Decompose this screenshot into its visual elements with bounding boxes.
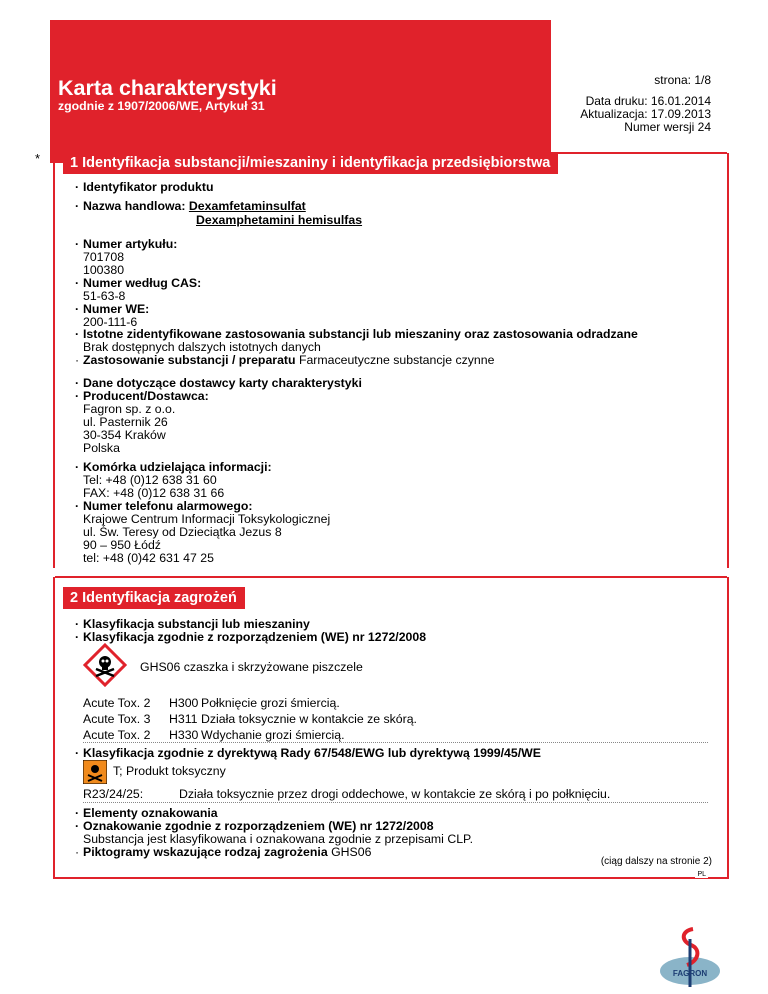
page-number: strona: 1/8 (654, 73, 711, 87)
language-code: PL (697, 871, 706, 878)
hazard-row: Acute Tox. 2 H330 Wdychanie grozi śmiercią. (83, 728, 345, 742)
continued-note: (ciąg dalszy na stronie 2) (600, 856, 712, 867)
toxic-label: T; Produkt toksyczny (113, 764, 226, 778)
cas-value: 51-63-8 (83, 289, 126, 303)
we-value: 200-111-6 (83, 315, 138, 329)
emergency-line-4: tel: +48 (0)42 631 47 25 (83, 551, 214, 565)
elements-label: · Elementy oznakowania (75, 806, 218, 820)
pictograms-row: · Piktogramy wskazujące rodzaj zagrożenia GHS06 (75, 845, 372, 859)
article-2: 100380 (83, 263, 125, 277)
clp-classification-label: · Klasyfikacja zgodnie z rozporządzeniem (WE) nr 1272/2008 (75, 630, 427, 644)
directive-label: · Klasyfikacja zgodnie z dyrektywą Rady 67/548/EWG lub dyrektywą 1999/45/WE (75, 746, 541, 760)
change-mark: * (35, 151, 41, 166)
section-2-heading: 2 Identyfikacja zagrożeń (63, 587, 245, 609)
info-label: · Komórka udzielająca informacji: (75, 460, 272, 474)
trade-name-1: Dexamfetaminsulfat (188, 199, 306, 213)
fagron-logo-text: FAGRON (672, 969, 708, 978)
cas-label: · Numer według CAS: (75, 276, 202, 290)
phone: Tel: +48 (0)12 638 31 60 (83, 473, 217, 487)
address-line-1: Fagron sp. z o.o. (83, 402, 176, 416)
update-date: Aktualizacja: 17.09.2013 (580, 107, 711, 121)
labelling-text: Substancja jest klasyfikowana i oznakowana zgodnie z przepisami CLP. (83, 832, 474, 846)
article-1: 701708 (83, 250, 125, 264)
ghs06-label: GHS06 czaszka i skrzyżowane piszczele (140, 660, 363, 674)
hazard-row: Acute Tox. 3 H311 Działa toksycznie w kontakcie ze skórą. (83, 712, 417, 726)
article-label: · Numer artykułu: (75, 237, 178, 251)
clp-labelling-label: · Oznakowanie zgodnie z rozporządzeniem (WE) nr 1272/2008 (75, 819, 434, 833)
application-row: · Zastosowanie substancji / preparatu Farmaceutyczne substancje czynne (75, 353, 495, 367)
emergency-line-3: 90 – 950 Łódź (83, 538, 161, 552)
divider (83, 802, 708, 803)
print-date: Data druku: 16.01.2014 (585, 94, 711, 108)
divider (83, 742, 708, 743)
emergency-line-1: Krajowe Centrum Informacji Toksykologicznej (83, 512, 331, 526)
document-subtitle: zgodnie z 1907/2006/WE, Artykuł 31 (58, 99, 265, 113)
emergency-line-2: ul. Św. Teresy od Dzieciątka Jezus 8 (83, 525, 282, 539)
we-label: · Numer WE: (75, 302, 150, 316)
classification-label: · Klasyfikacja substancji lub mieszaniny (75, 617, 310, 631)
toxic-symbol-icon (83, 760, 107, 784)
fagron-logo (655, 925, 725, 991)
emergency-label: · Numer telefonu alarmowego: (75, 499, 253, 513)
version-number: Numer wersji 24 (624, 120, 711, 134)
trade-name-2: Dexamphetamini hemisulfas (196, 213, 363, 227)
uses-label: · Istotne zidentyfikowane zastosowania substancji lub mieszaniny oraz zastosowania odradzane (75, 327, 638, 341)
uses-value: Brak dostępnych dalszych istotnych danych (83, 340, 321, 354)
address-line-2: ul. Pasternik 26 (83, 415, 168, 429)
fax: FAX: +48 (0)12 638 31 66 (83, 486, 225, 500)
section-1-heading: 1 Identyfikacja substancji/mieszaniny i identyfikacja przedsiębiorstwa (63, 152, 558, 174)
address-line-4: Polska (83, 441, 120, 455)
trade-name-row: · Nazwa handlowa: Dexamfetaminsulfat (75, 199, 306, 213)
r-phrase-row: R23/24/25: Działa toksycznie przez drogi oddechowe, w kontakcie ze skórą i po połknięciu. (83, 787, 611, 801)
producer-label: · Producent/Dostawca: (75, 389, 209, 403)
product-identifier: · Identyfikator produktu (75, 180, 214, 194)
hazard-row: Acute Tox. 2 H300 Połknięcie grozi śmiercią. (83, 696, 340, 710)
supplier-label: · Dane dotyczące dostawcy karty charakterystyki (75, 376, 362, 390)
address-line-3: 30-354 Kraków (83, 428, 166, 442)
document-title: Karta charakterystyki (58, 76, 277, 100)
ghs06-skull-icon (83, 643, 127, 687)
